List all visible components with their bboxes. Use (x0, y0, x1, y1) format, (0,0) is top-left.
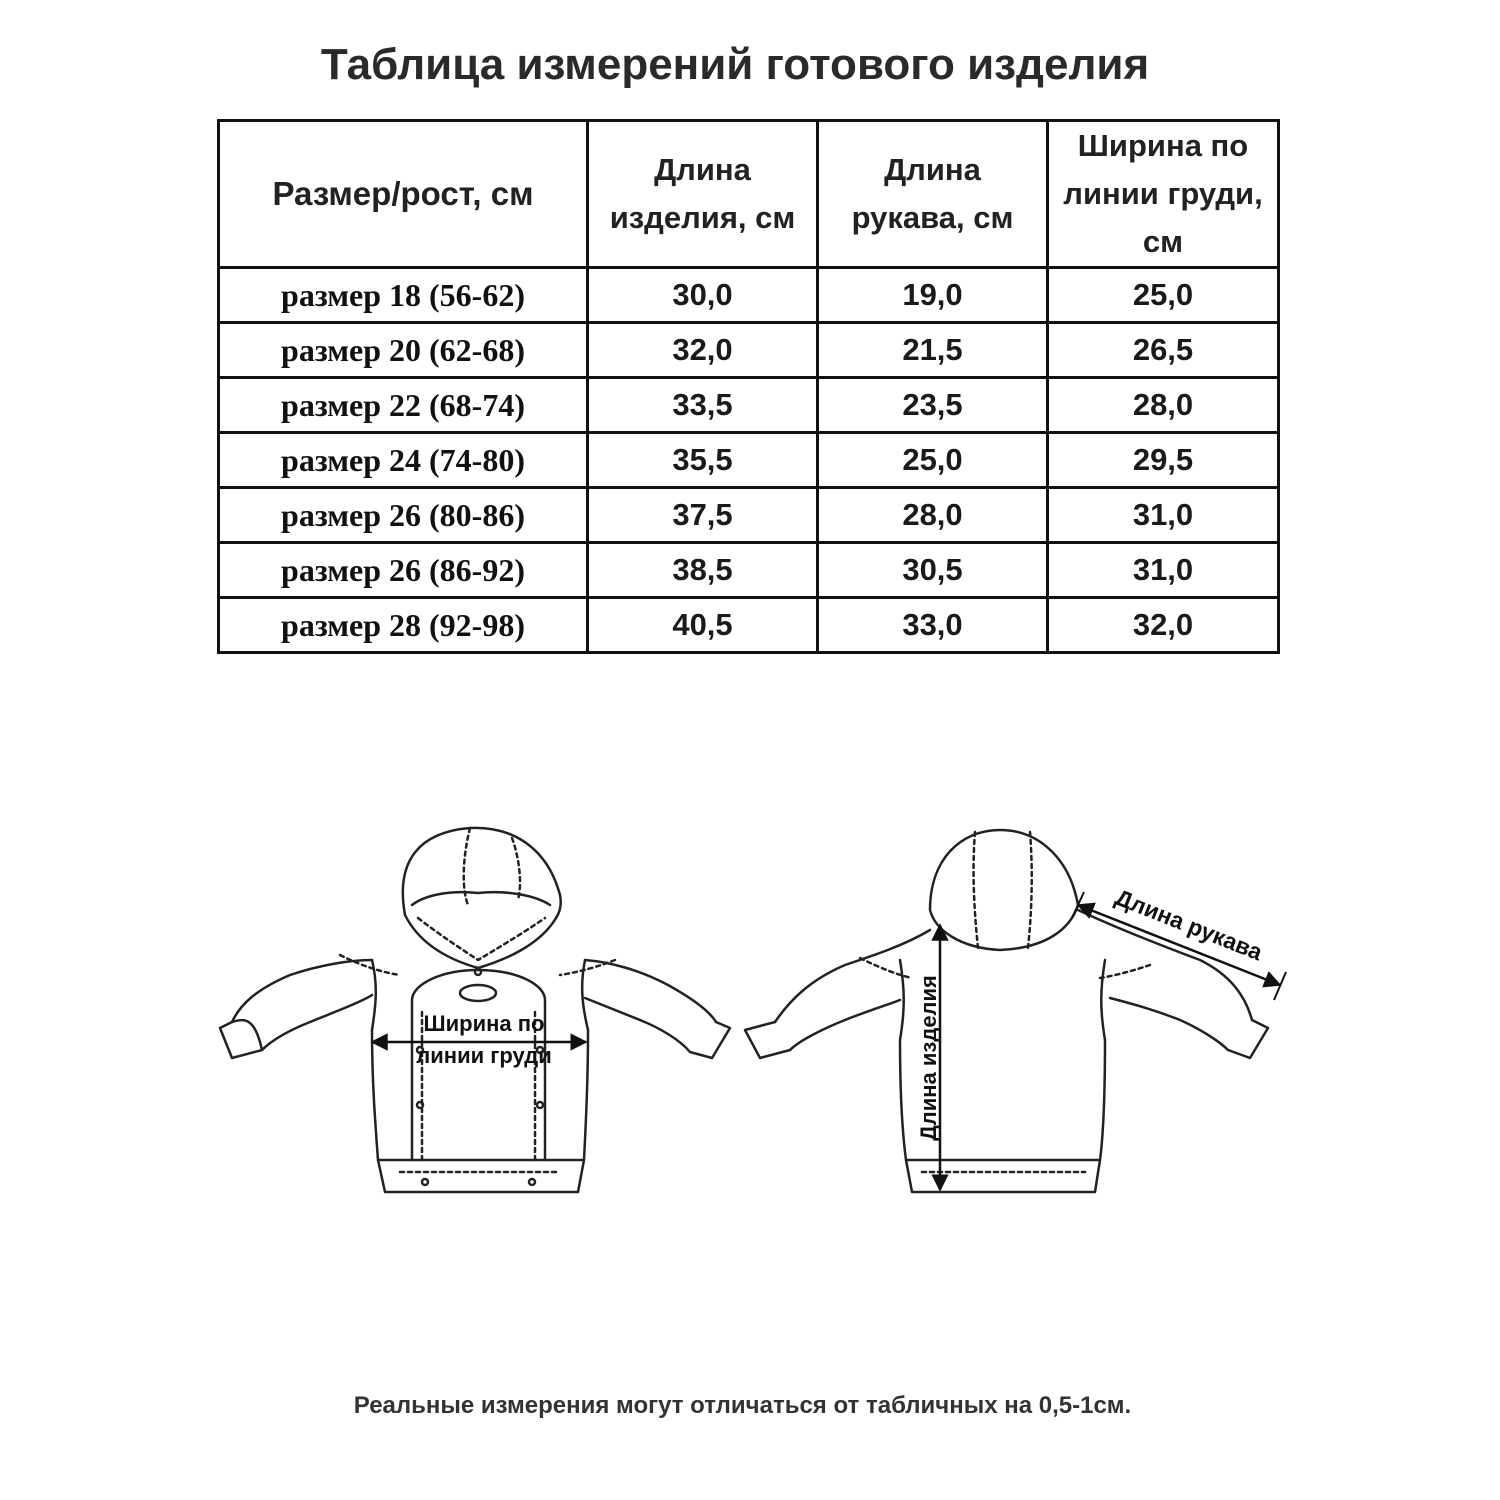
cell-chest: 32,0 (1048, 598, 1279, 653)
header-sleeve: Длина рукава, см (818, 121, 1048, 268)
cell-size: размер 26 (86-92) (219, 543, 588, 598)
cell-size: размер 18 (56-62) (219, 268, 588, 323)
cell-chest: 26,5 (1048, 323, 1279, 378)
table-header-row (219, 121, 1279, 268)
cell-chest: 29,5 (1048, 433, 1279, 488)
header-length: Длина изделия, см (588, 121, 818, 268)
cell-sleeve: 28,0 (818, 488, 1048, 543)
cell-size: размер 20 (62-68) (219, 323, 588, 378)
cell-length: 33,5 (588, 378, 818, 433)
cell-size: размер 24 (74-80) (219, 433, 588, 488)
cell-length: 38,5 (588, 543, 818, 598)
cell-length: 32,0 (588, 323, 818, 378)
size-table (217, 119, 1280, 654)
sleeve-arrow-start-tick (1072, 892, 1084, 918)
cell-chest: 31,0 (1048, 543, 1279, 598)
header-chest: Ширина по линии груди, см (1048, 121, 1279, 268)
cell-sleeve: 25,0 (818, 433, 1048, 488)
table-row (219, 378, 1279, 433)
cell-sleeve: 33,0 (818, 598, 1048, 653)
disclaimer-note: Реальные измерения могут отличаться от табличных на 0,5-1см. (353, 1392, 1132, 1419)
cell-size: размер 22 (68-74) (219, 378, 588, 433)
table-row (219, 488, 1279, 543)
cell-sleeve: 21,5 (818, 323, 1048, 378)
back-view-drawing (745, 830, 1268, 1192)
cell-length: 40,5 (588, 598, 818, 653)
cell-length: 30,0 (588, 268, 818, 323)
table-row (219, 268, 1279, 323)
chest-label-line2: линии груди (416, 1043, 552, 1068)
cell-length: 35,5 (588, 433, 818, 488)
cell-chest: 28,0 (1048, 378, 1279, 433)
page-title: Таблица измерений готового изделия (320, 40, 1150, 89)
table-row (219, 598, 1279, 653)
table-row (219, 323, 1279, 378)
cell-size: размер 26 (80-86) (219, 488, 588, 543)
table-row (219, 543, 1279, 598)
cell-chest: 31,0 (1048, 488, 1279, 543)
cell-sleeve: 23,5 (818, 378, 1048, 433)
length-label: Длина изделия (916, 975, 941, 1141)
cell-sleeve: 19,0 (818, 268, 1048, 323)
table-row (219, 433, 1279, 488)
garment-illustration (0, 790, 1500, 1230)
front-view-drawing (220, 828, 730, 1192)
cell-sleeve: 30,5 (818, 543, 1048, 598)
chest-label-line1: Ширина по (423, 1011, 545, 1036)
cell-size: размер 28 (92-98) (219, 598, 588, 653)
cell-length: 37,5 (588, 488, 818, 543)
cell-chest: 25,0 (1048, 268, 1279, 323)
header-size: Размер/рост, см (219, 121, 588, 268)
sleeve-label: Длина рукава (1111, 883, 1267, 966)
sleeve-arrow-end-tick (1274, 972, 1286, 1000)
